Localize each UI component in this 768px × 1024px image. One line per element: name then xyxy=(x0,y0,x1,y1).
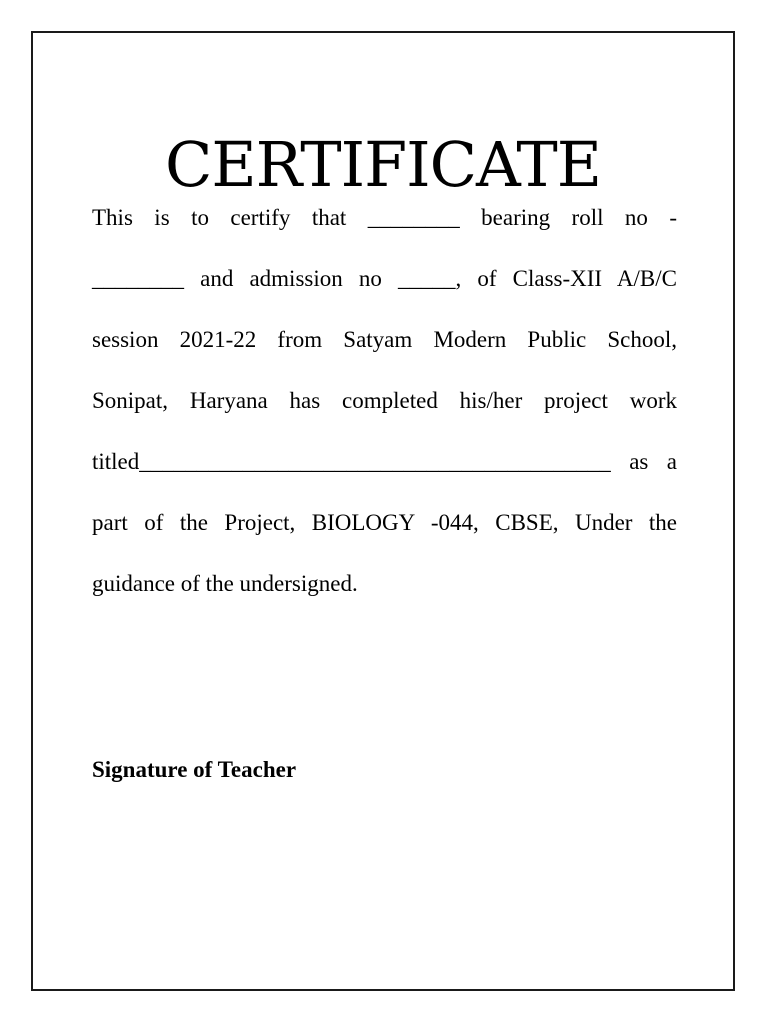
certificate-body xyxy=(92,187,677,614)
body-line: Sonipat, Haryana has completed his/her project work xyxy=(92,388,677,413)
body-line: titled_________________________________________ as a xyxy=(92,449,677,474)
signature-label: Signature of Teacher xyxy=(92,757,297,782)
body-line: guidance of the undersigned. xyxy=(92,571,358,596)
body-line: part of the Project, BIOLOGY -044, CBSE, Under the xyxy=(92,510,677,535)
certificate-title: CERTIFICATE xyxy=(164,128,602,201)
body-line: This is to certify that ________ bearing roll no - xyxy=(92,205,677,230)
certificate-border xyxy=(31,31,735,991)
body-line: ________ and admission no _____, of Class-XII A/B/C xyxy=(92,266,677,291)
body-line: session 2021-22 from Satyam Modern Public School, xyxy=(92,327,677,352)
